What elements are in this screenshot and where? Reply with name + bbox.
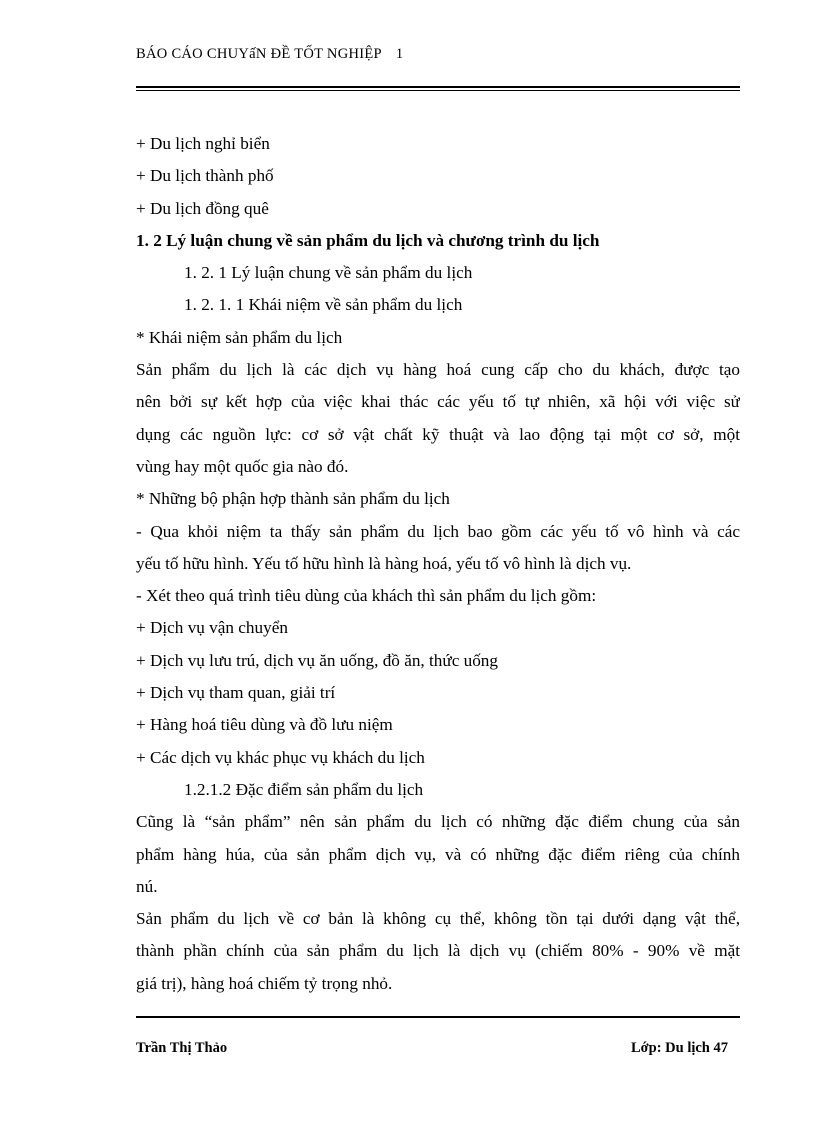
footer-class: Lớp: Du lịch 47: [630, 1040, 728, 1056]
list-item: + Dịch vụ vận chuyển: [136, 618, 288, 638]
paragraph-line: vùng hay một quốc gia nào đó.: [136, 456, 349, 476]
paragraph-line: yếu tố hữu hình. Yếu tố hữu hình là hàng hoá, yếu tố vô hình là dịch vụ.: [136, 553, 632, 573]
subsection-heading: 1. 2. 1 Lý luận chung về sản phẩm du lịch: [184, 263, 473, 283]
page-header: [136, 46, 403, 63]
footer-rule: [136, 1016, 740, 1018]
subsection-heading: 1.2.1.2 Đặc điểm sản phẩm du lịch: [184, 779, 424, 799]
paragraph: [136, 354, 740, 483]
subheading: * Những bộ phận hợp thành sản phẩm du lịch: [136, 489, 450, 509]
list-item: + Dịch vụ lưu trú, dịch vụ ăn uống, đồ ăn, thức uống: [136, 650, 498, 670]
header-title: BÁO CÁO CHUYấN ĐỀ TỐT NGHIỆP: [136, 46, 382, 62]
header-rule-thin: [136, 90, 740, 91]
paragraph: [136, 903, 740, 1000]
list-item: + Du lịch nghỉ biển: [136, 134, 270, 153]
list-item: + Du lịch đồng quê: [136, 198, 269, 218]
list-item: + Dịch vụ tham quan, giải trí: [136, 683, 336, 703]
paragraph-line: thành phần chính của sản phẩm du lịch là dịch vụ (chiếm 80% - 90% về mặt: [136, 941, 740, 961]
paragraph: [136, 516, 740, 581]
list-item: + Hàng hoá tiêu dùng và đồ lưu niệm: [136, 715, 393, 735]
paragraph-line: Sản phẩm du lịch là các dịch vụ hàng hoá cung cấp cho du khách, được tạo: [136, 360, 740, 380]
paragraph-line: dụng các nguồn lực: cơ sở vật chất kỹ thuật và lao động tại một cơ sở, một: [136, 424, 740, 444]
paragraph-line: nú.: [136, 876, 158, 896]
paragraph-line: Cũng là “sản phẩm” nên sản phẩm du lịch có những đặc điểm chung của sản: [136, 812, 740, 832]
section-heading: 1. 2 Lý luận chung về sản phẩm du lịch và chương trình du lịch: [136, 230, 600, 250]
paragraph-line: - Qua khỏi niệm ta thấy sản phẩm du lịch bao gồm các yếu tố vô hình và các: [136, 521, 740, 541]
paragraph-line: Sản phẩm du lịch về cơ bản là không cụ thể, không tồn tại dưới dạng vật thể,: [136, 909, 740, 929]
document-body: [136, 128, 740, 1000]
header-rule: [136, 86, 740, 88]
paragraph-line: giá trị), hàng hoá chiếm tỷ trọng nhỏ.: [136, 973, 393, 993]
subheading: * Khái niệm sản phẩm du lịch: [136, 327, 343, 347]
list-item: + Du lịch thành phố: [136, 166, 274, 186]
paragraph-line: phẩm hàng húa, của sản phẩm dịch vụ, và có những đặc điểm riêng của chính: [136, 844, 740, 864]
list-item: + Các dịch vụ khác phục vụ khách du lịch: [136, 747, 425, 767]
paragraph-line: - Xét theo quá trình tiêu dùng của khách thì sản phẩm du lịch gồm:: [136, 586, 597, 606]
paragraph: [136, 806, 740, 903]
page-footer: [136, 1040, 740, 1057]
page-number: 1: [395, 46, 404, 62]
subsection-heading: 1. 2. 1. 1 Khái niệm về sản phẩm du lịch: [184, 295, 463, 315]
paragraph-line: nên bởi sự kết hợp của việc khai thác các yếu tố tự nhiên, xã hội với việc sử: [136, 392, 740, 412]
footer-author: Trần Thị Thảo: [136, 1040, 228, 1056]
